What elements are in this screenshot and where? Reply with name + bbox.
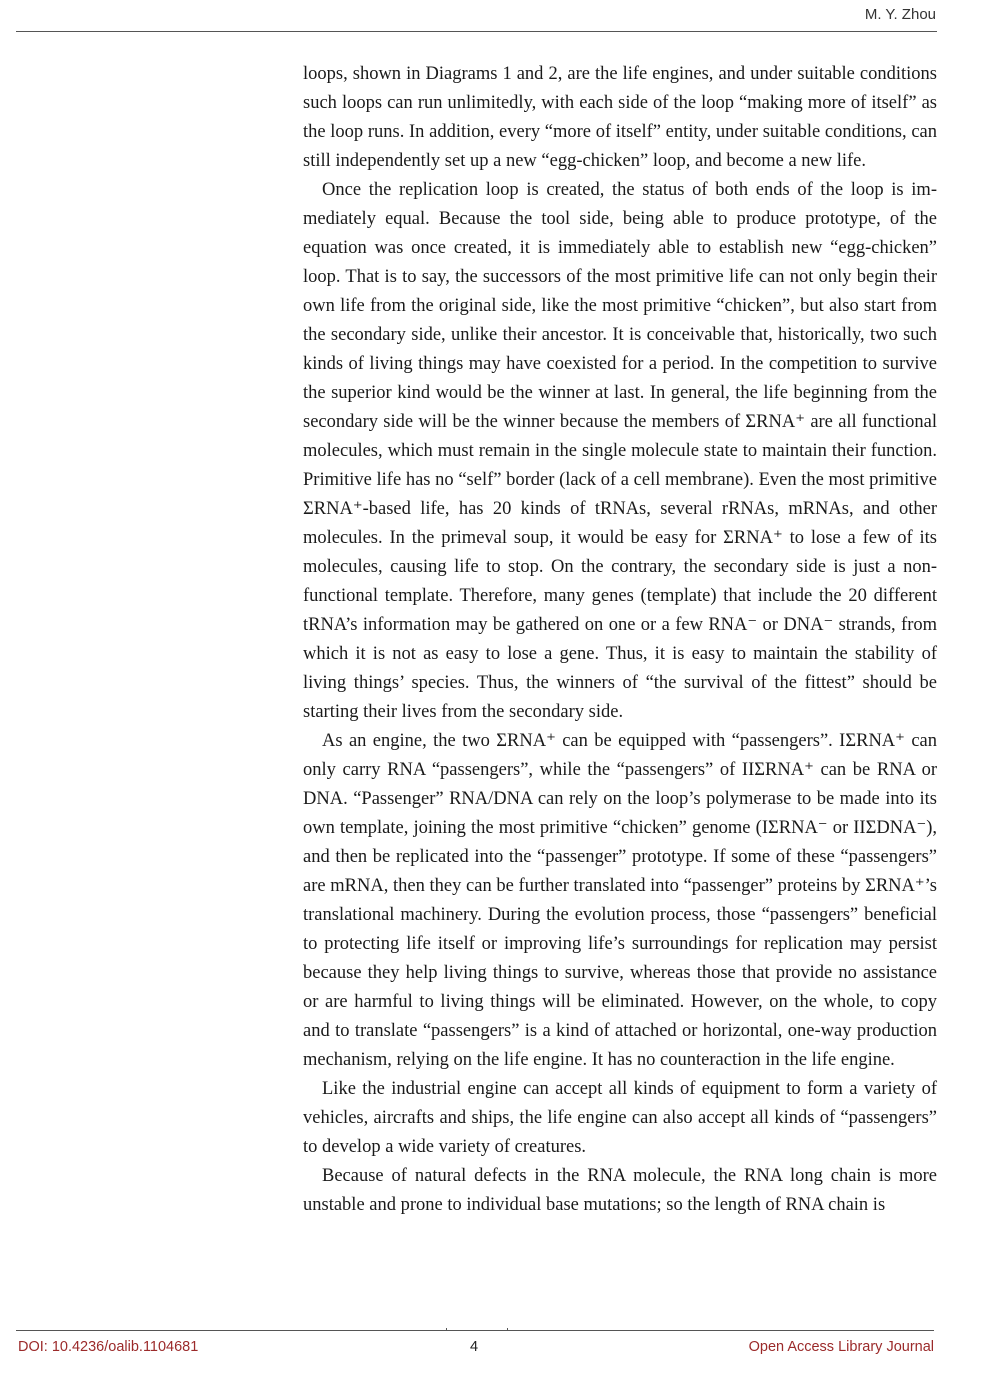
article-body (303, 60, 937, 1220)
footer-rule (16, 1330, 934, 1331)
header-rule (16, 31, 937, 32)
footer-journal-name: Open Access Library Journal (748, 1339, 934, 1355)
running-header-author: M. Y. Zhou (864, 6, 936, 23)
paragraph-industrial-engine: Like the industrial engine can accept all kinds of equipment to form a variety of vehicles, aircrafts and ships, the life engine can also accept all kinds of “passengers” to develop a wide variety of creatures. (303, 1079, 937, 1157)
paragraph-replication-loop: Once the replication loop is created, the status of both ends of the loop is immediately equal. Because the tool side, being able to produce prototype, of the equation was once created, it is immediately able to establish new “egg-chicken” loop. That is to say, the successors of the most primitive life can not only begin their own life from the original side, like the most primitive “chicken”, but also start from the secondary side, unlike their ancestor. It is conceivable that, historically, two such kinds of living things may have coexisted for a period. In the competition to survive the superior kind would be the winner at last. In general, the life beginning from the secondary side will be the winner because the members of ΣRNA⁺ are all functional molecules, which must remain in the single molecule state to maintain their function. Primitive life has no “self” border (lack of a cell membrane). Even the most primitive ΣRNA⁺-based life, has 20 kinds of tRNAs, several rRNAs, mRNAs, and other molecules. In the primeval soup, it would be easy for ΣRNA⁺ to lose a few of its molecules, causing life to stop. On the contrary, the secondary side is just a non-functional template. Therefore, many genes (template) that include the 20 different tRNA’s information may be gathered on one or a few RNA⁻ or DNA⁻ strands, from which it is not as easy to lose a gene. Thus, it is easy to maintain the stability of living things’ species. Thus, the winners of “the survival of the fittest” should be starting their lives from the secondary side. (303, 180, 937, 722)
page-number: 4 (470, 1339, 479, 1355)
paragraph-rna-defects: Because of natural defects in the RNA molecule, the RNA long chain is more unstable and prone to individual base mutations; so the length of RNA chain is (303, 1166, 937, 1215)
footer-doi: DOI: 10.4236/oalib.1104681 (18, 1339, 199, 1355)
paragraph-passengers: As an engine, the two ΣRNA⁺ can be equipped with “passengers”. IΣRNA⁺ can only carry RNA “passengers”, while the “passengers” of IIΣRNA⁺ can be RNA or DNA. “Passenger” RNA/DNA can rely on the loop’s polymerase to be made into its own template, joining the most primitive “chicken” genome (IΣRNA⁻ or IIΣDNA⁻), and then be replicated into the “passenger” prototype. If some of these “passengers” are mRNA, then they can be further translated into “passenger” proteins by ΣRNA⁺’s translational machinery. During the evolution process, those “passengers” beneficial to protecting life itself or improving life’s surroundings for replication may persist because they help living things to survive, whereas those that provide no assistance or are harmful to living things will be eliminated. However, on the whole, to copy and to translate “passengers” is a kind of attached or horizontal, one-way production mechanism, relying on the life engine. It has no counteraction in the life engine. (303, 731, 937, 1070)
paragraph-continuation: loops, shown in Diagrams 1 and 2, are the life engines, and under suitable conditions such loops can run unlimitedly, with each side of the loop “making more of itself” as the loop runs. In addition, every “more of itself” entity, under suitable conditions, can still independently set up a new “egg-chicken” loop, and become a new life. (303, 64, 937, 171)
